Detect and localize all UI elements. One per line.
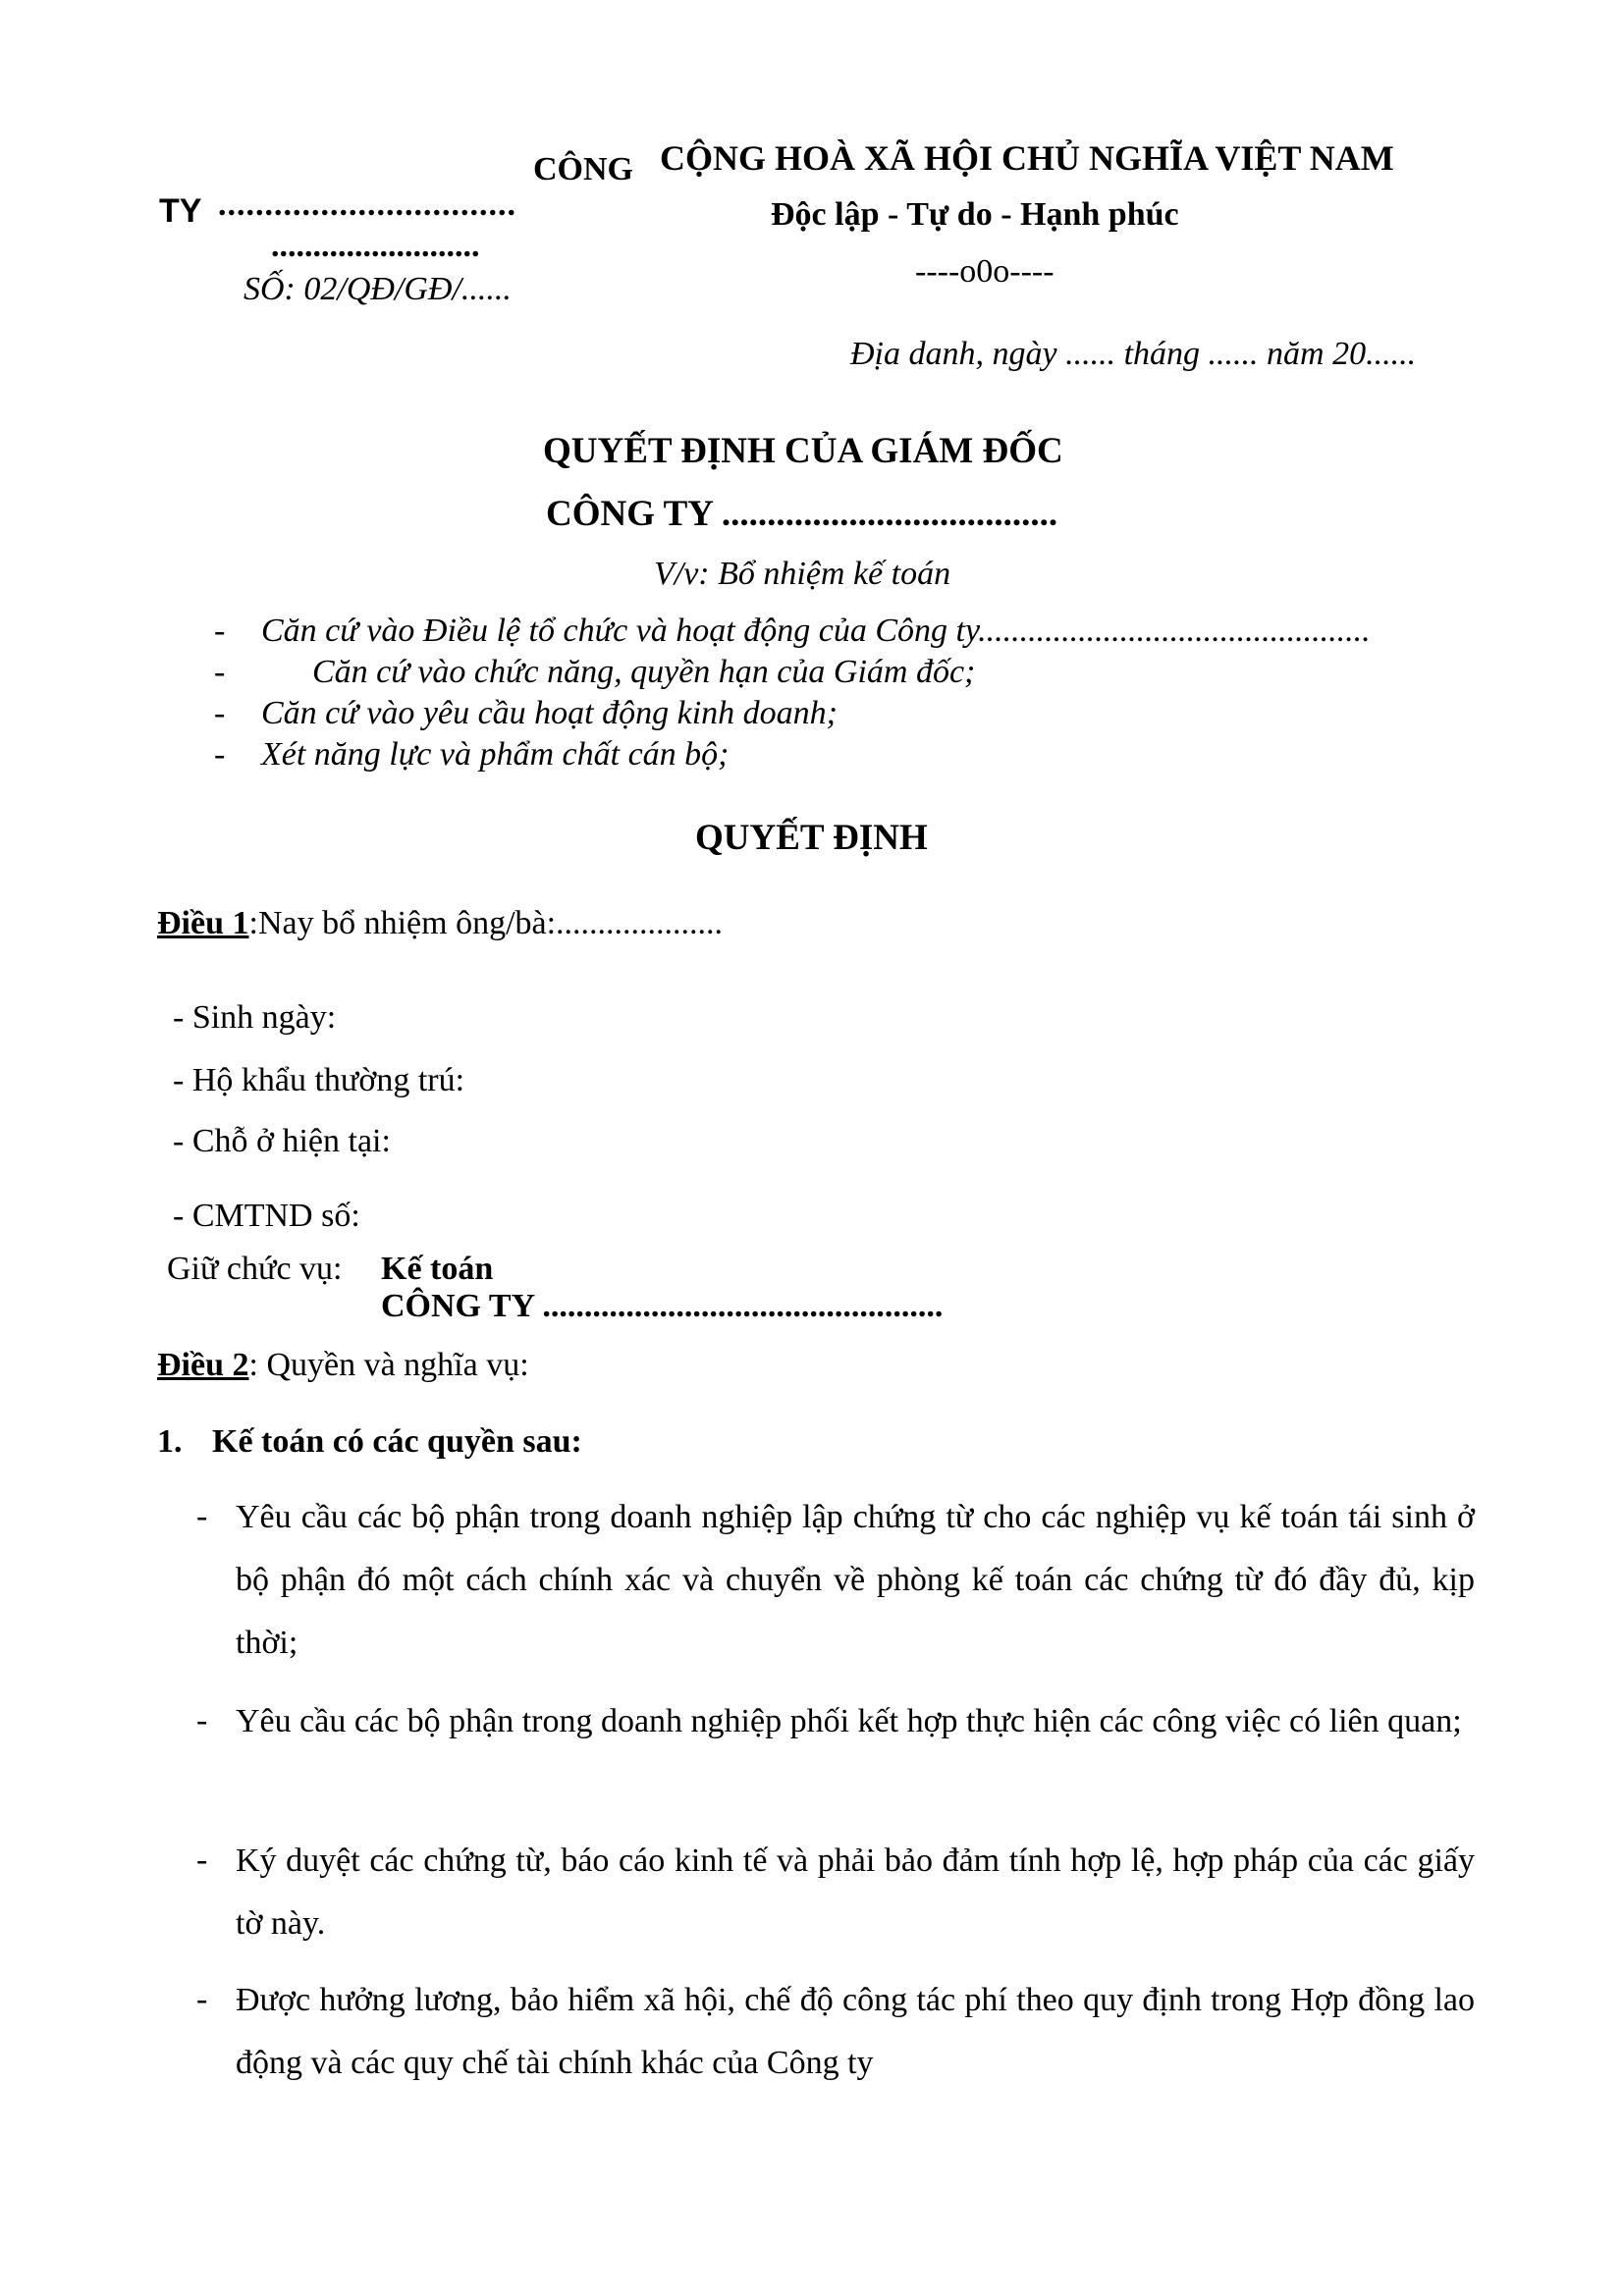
- preamble-dash: -: [214, 654, 226, 690]
- company-word-cong: CÔNG: [533, 151, 633, 187]
- field-birth-date: - Sinh ngày:: [173, 999, 337, 1036]
- decision-heading: QUYẾT ĐỊNH: [695, 818, 928, 858]
- country-name: CỘNG HOÀ XÃ HỘI CHỦ NGHĨA VIỆT NAM: [660, 138, 1394, 178]
- rights-dash: -: [196, 1842, 208, 1878]
- position-label: Giữ chức vụ:: [167, 1251, 343, 1287]
- rights-dash: -: [196, 1981, 208, 2017]
- preamble-dash: -: [214, 695, 226, 731]
- field-current-residence: - Chỗ ở hiện tại:: [173, 1123, 391, 1159]
- document-number: SỐ: 02/QĐ/GĐ/......: [243, 271, 512, 307]
- company-name-dots: ................................: [218, 187, 516, 223]
- rights-dash: -: [196, 1702, 208, 1738]
- section-number: 1.: [157, 1423, 183, 1460]
- company-word-ty: TY: [159, 192, 202, 230]
- article-2-label: Điều 2: [157, 1347, 249, 1383]
- article-1-label: Điều 1: [157, 905, 249, 941]
- place-date-line: Địa danh, ngày ...... tháng ...... năm 20......: [850, 336, 1417, 372]
- article-2-text: : Quyền và nghĩa vụ:: [248, 1347, 529, 1383]
- rights-item: Yêu cầu các bộ phận trong doanh nghiệp lập chứng từ cho các nghiệp vụ kế toán tái sinh ở bộ phận đó một cách chính xác và chuyển về phòng kế toán các chứng từ đó đầy đủ, kịp thời;: [236, 1499, 1475, 1661]
- company-name-dots-2: .........................: [271, 228, 480, 264]
- rights-item: Được hưởng lương, bảo hiểm xã hội, chế độ công tác phí theo quy định trong Hợp đồng lao động và các quy chế tài chính khác của Công ty: [236, 1982, 1475, 2081]
- field-permanent-address: - Hộ khẩu thường trú:: [173, 1062, 465, 1098]
- position-value: Kế toán: [381, 1251, 494, 1287]
- preamble-item: Căn cứ vào chức năng, quyền hạn của Giám đốc;: [312, 654, 976, 690]
- rights-item: Yêu cầu các bộ phận trong doanh nghiệp phối kết hợp thực hiện các công việc có liên quan;: [236, 1703, 1462, 1739]
- preamble-item: Xét năng lực và phẩm chất cán bộ;: [261, 736, 730, 773]
- decision-subject: V/v: Bổ nhiệm kế toán: [654, 556, 951, 592]
- preamble-item: Căn cứ vào Điều lệ tổ chức và hoạt động của Công ty...............................................: [261, 613, 1371, 649]
- preamble-item: Căn cứ vào yêu cầu hoạt động kinh doanh;: [261, 695, 838, 731]
- preamble-dash: -: [214, 613, 226, 649]
- article-1-text: :Nay bổ nhiệm ông/bà:....................: [248, 905, 724, 941]
- article-1: [157, 905, 723, 942]
- national-motto: Độc lập - Tự do - Hạnh phúc: [771, 196, 1179, 233]
- decision-title: QUYẾT ĐỊNH CỦA GIÁM ĐỐC: [543, 431, 1063, 471]
- rights-item: Ký duyệt các chứng từ, báo cáo kinh tế và phải bảo đảm tính hợp lệ, hợp pháp của các giấy tờ này.: [236, 1842, 1475, 1942]
- section-title: Kế toán có các quyền sau:: [212, 1423, 582, 1460]
- position-company: CÔNG TY ................................................: [381, 1288, 944, 1324]
- preamble-dash: -: [214, 736, 226, 773]
- rights-dash: -: [196, 1498, 208, 1534]
- decision-title-company: CÔNG TY .....................................: [546, 494, 1058, 534]
- field-id-number: - CMTND số:: [173, 1198, 360, 1234]
- header-ornament: ----o0o----: [915, 253, 1055, 290]
- article-2: [157, 1347, 529, 1384]
